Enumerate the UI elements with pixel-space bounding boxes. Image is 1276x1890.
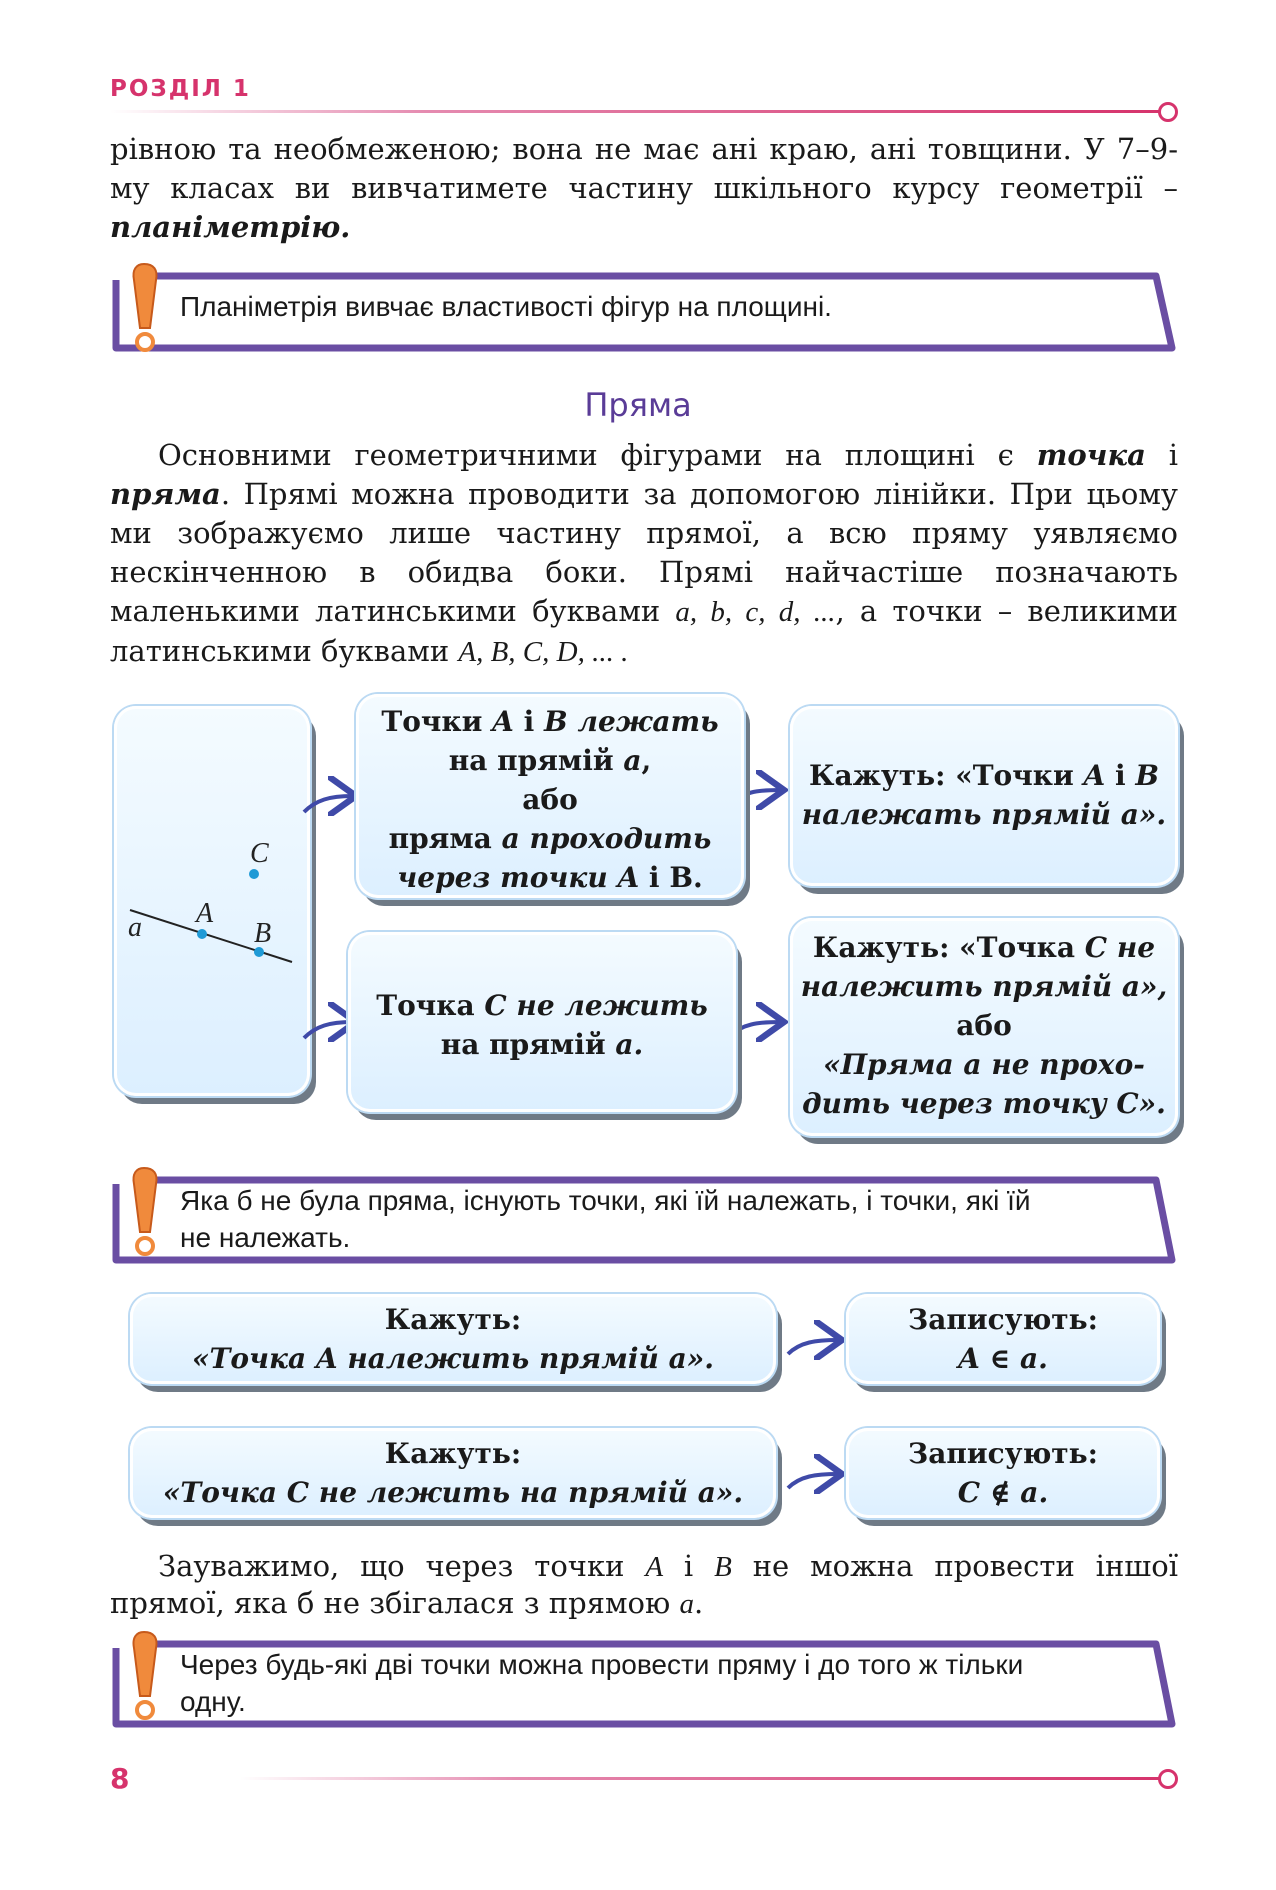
arrow-icon bbox=[788, 1474, 838, 1488]
box-text: Точка C не лежить на прямій a. bbox=[376, 989, 708, 1061]
body-text: і bbox=[663, 1549, 715, 1583]
box-text: Кажуть: «Точки A і B належать прямій a». bbox=[801, 759, 1167, 831]
section-label: РОЗДІЛ 1 bbox=[110, 76, 251, 102]
note-box-two-points bbox=[110, 1630, 1178, 1734]
box-points-belong bbox=[790, 706, 1178, 886]
say-box-belongs bbox=[130, 1294, 776, 1384]
arrow-icon bbox=[788, 1340, 838, 1354]
intro-text: рівною та необмеженою; вона не має ані краю, ані товщини. У 7–9-му класах ви вивчатимете частину шкільного курсу геометрії – bbox=[110, 132, 1178, 205]
box-text: Кажуть: «Точка C не лежить на прямій a». bbox=[162, 1437, 744, 1509]
header-rule bbox=[110, 110, 1160, 113]
note-text: Через будь-які дві точки можна провести пряму і до того ж тільки одну. bbox=[180, 1649, 1024, 1717]
math-line: a bbox=[679, 1588, 694, 1620]
term-point: точка bbox=[1036, 438, 1146, 472]
arrow-icon bbox=[304, 1022, 352, 1038]
box-text: Записують: C ∉ a. bbox=[908, 1437, 1098, 1509]
note-text: Планіметрія вивчає властивості фігур на площині. bbox=[180, 291, 832, 322]
box-points-on-line bbox=[356, 694, 744, 898]
label-point-a: A bbox=[196, 898, 214, 929]
line-figure bbox=[114, 706, 310, 1096]
section-heading: Пряма bbox=[584, 386, 692, 424]
body-text: Основними геометричними фігурами на площині є bbox=[158, 438, 1037, 472]
write-box-not-belongs bbox=[846, 1428, 1160, 1518]
box-text: Записують: A ∈ a. bbox=[908, 1303, 1098, 1375]
body-text: і bbox=[1145, 438, 1178, 472]
body-text: . Прямі можна проводити за допомогою лінійки. При цьому ми зображуємо лише частину прямої, а всю пряму уявляємо нескінченною в обидва боки. Прямі найчастіше позначають маленькими латинськими буквами bbox=[110, 477, 1178, 628]
math-point: A bbox=[645, 1551, 664, 1583]
upper-letters: A, B, C, D, ... . bbox=[458, 636, 629, 668]
note-text: Яка б не була пряма, існують точки, які їй належать, і точки, які їй не належать. bbox=[180, 1185, 1031, 1253]
label-point-b: B bbox=[254, 918, 272, 949]
note-box-planimetry bbox=[110, 262, 1178, 358]
footer-rule-end bbox=[1158, 1769, 1178, 1789]
figure-card bbox=[114, 706, 310, 1096]
body-text: не можна провести іншої прямої, яка б не збігалася з прямою bbox=[110, 1549, 1178, 1620]
header-rule-end bbox=[1158, 102, 1178, 122]
exclamation-icon bbox=[133, 1632, 156, 1718]
box-text: Кажуть: «Точка A належить прямій a». bbox=[192, 1303, 714, 1375]
exclamation-icon bbox=[133, 264, 156, 350]
arrow-icon bbox=[304, 796, 352, 812]
intro-paragraph bbox=[110, 130, 1178, 247]
label-point-c: C bbox=[250, 838, 269, 869]
body-text: . bbox=[693, 1586, 704, 1620]
body-paragraph-2 bbox=[110, 1548, 1178, 1622]
body-paragraph-1 bbox=[110, 436, 1178, 672]
box-text: Кажуть: «Точка C не належить прямій a», або «Пряма a не прохо- дить через точку C». bbox=[800, 931, 1168, 1120]
arrow-icon bbox=[730, 1022, 780, 1036]
intro-term: планіметрію. bbox=[110, 210, 351, 244]
lower-letters: a, b, c, d, ... bbox=[675, 596, 836, 628]
say-box-not-belongs bbox=[130, 1428, 776, 1518]
box-text: Точки A і B лежать на прямій a, або пряма a проходить через точки A і B. bbox=[381, 705, 719, 894]
point-a-dot bbox=[197, 929, 207, 939]
box-point-not-belong bbox=[790, 918, 1178, 1136]
note-box-points-exist bbox=[110, 1166, 1178, 1270]
term-line: пряма bbox=[110, 477, 221, 511]
point-c-dot bbox=[249, 869, 259, 879]
label-line-a: a bbox=[128, 912, 142, 943]
box-point-not-on-line bbox=[348, 932, 736, 1112]
body-text: Зауважимо, що через точки bbox=[158, 1549, 646, 1583]
footer-rule bbox=[240, 1777, 1160, 1780]
math-point: B bbox=[714, 1551, 732, 1583]
write-box-belongs bbox=[846, 1294, 1160, 1384]
page-number: 8 bbox=[110, 1762, 130, 1795]
exclamation-icon bbox=[133, 1168, 156, 1254]
body-text: , а точки – великими латинськими буквами bbox=[110, 594, 1178, 668]
